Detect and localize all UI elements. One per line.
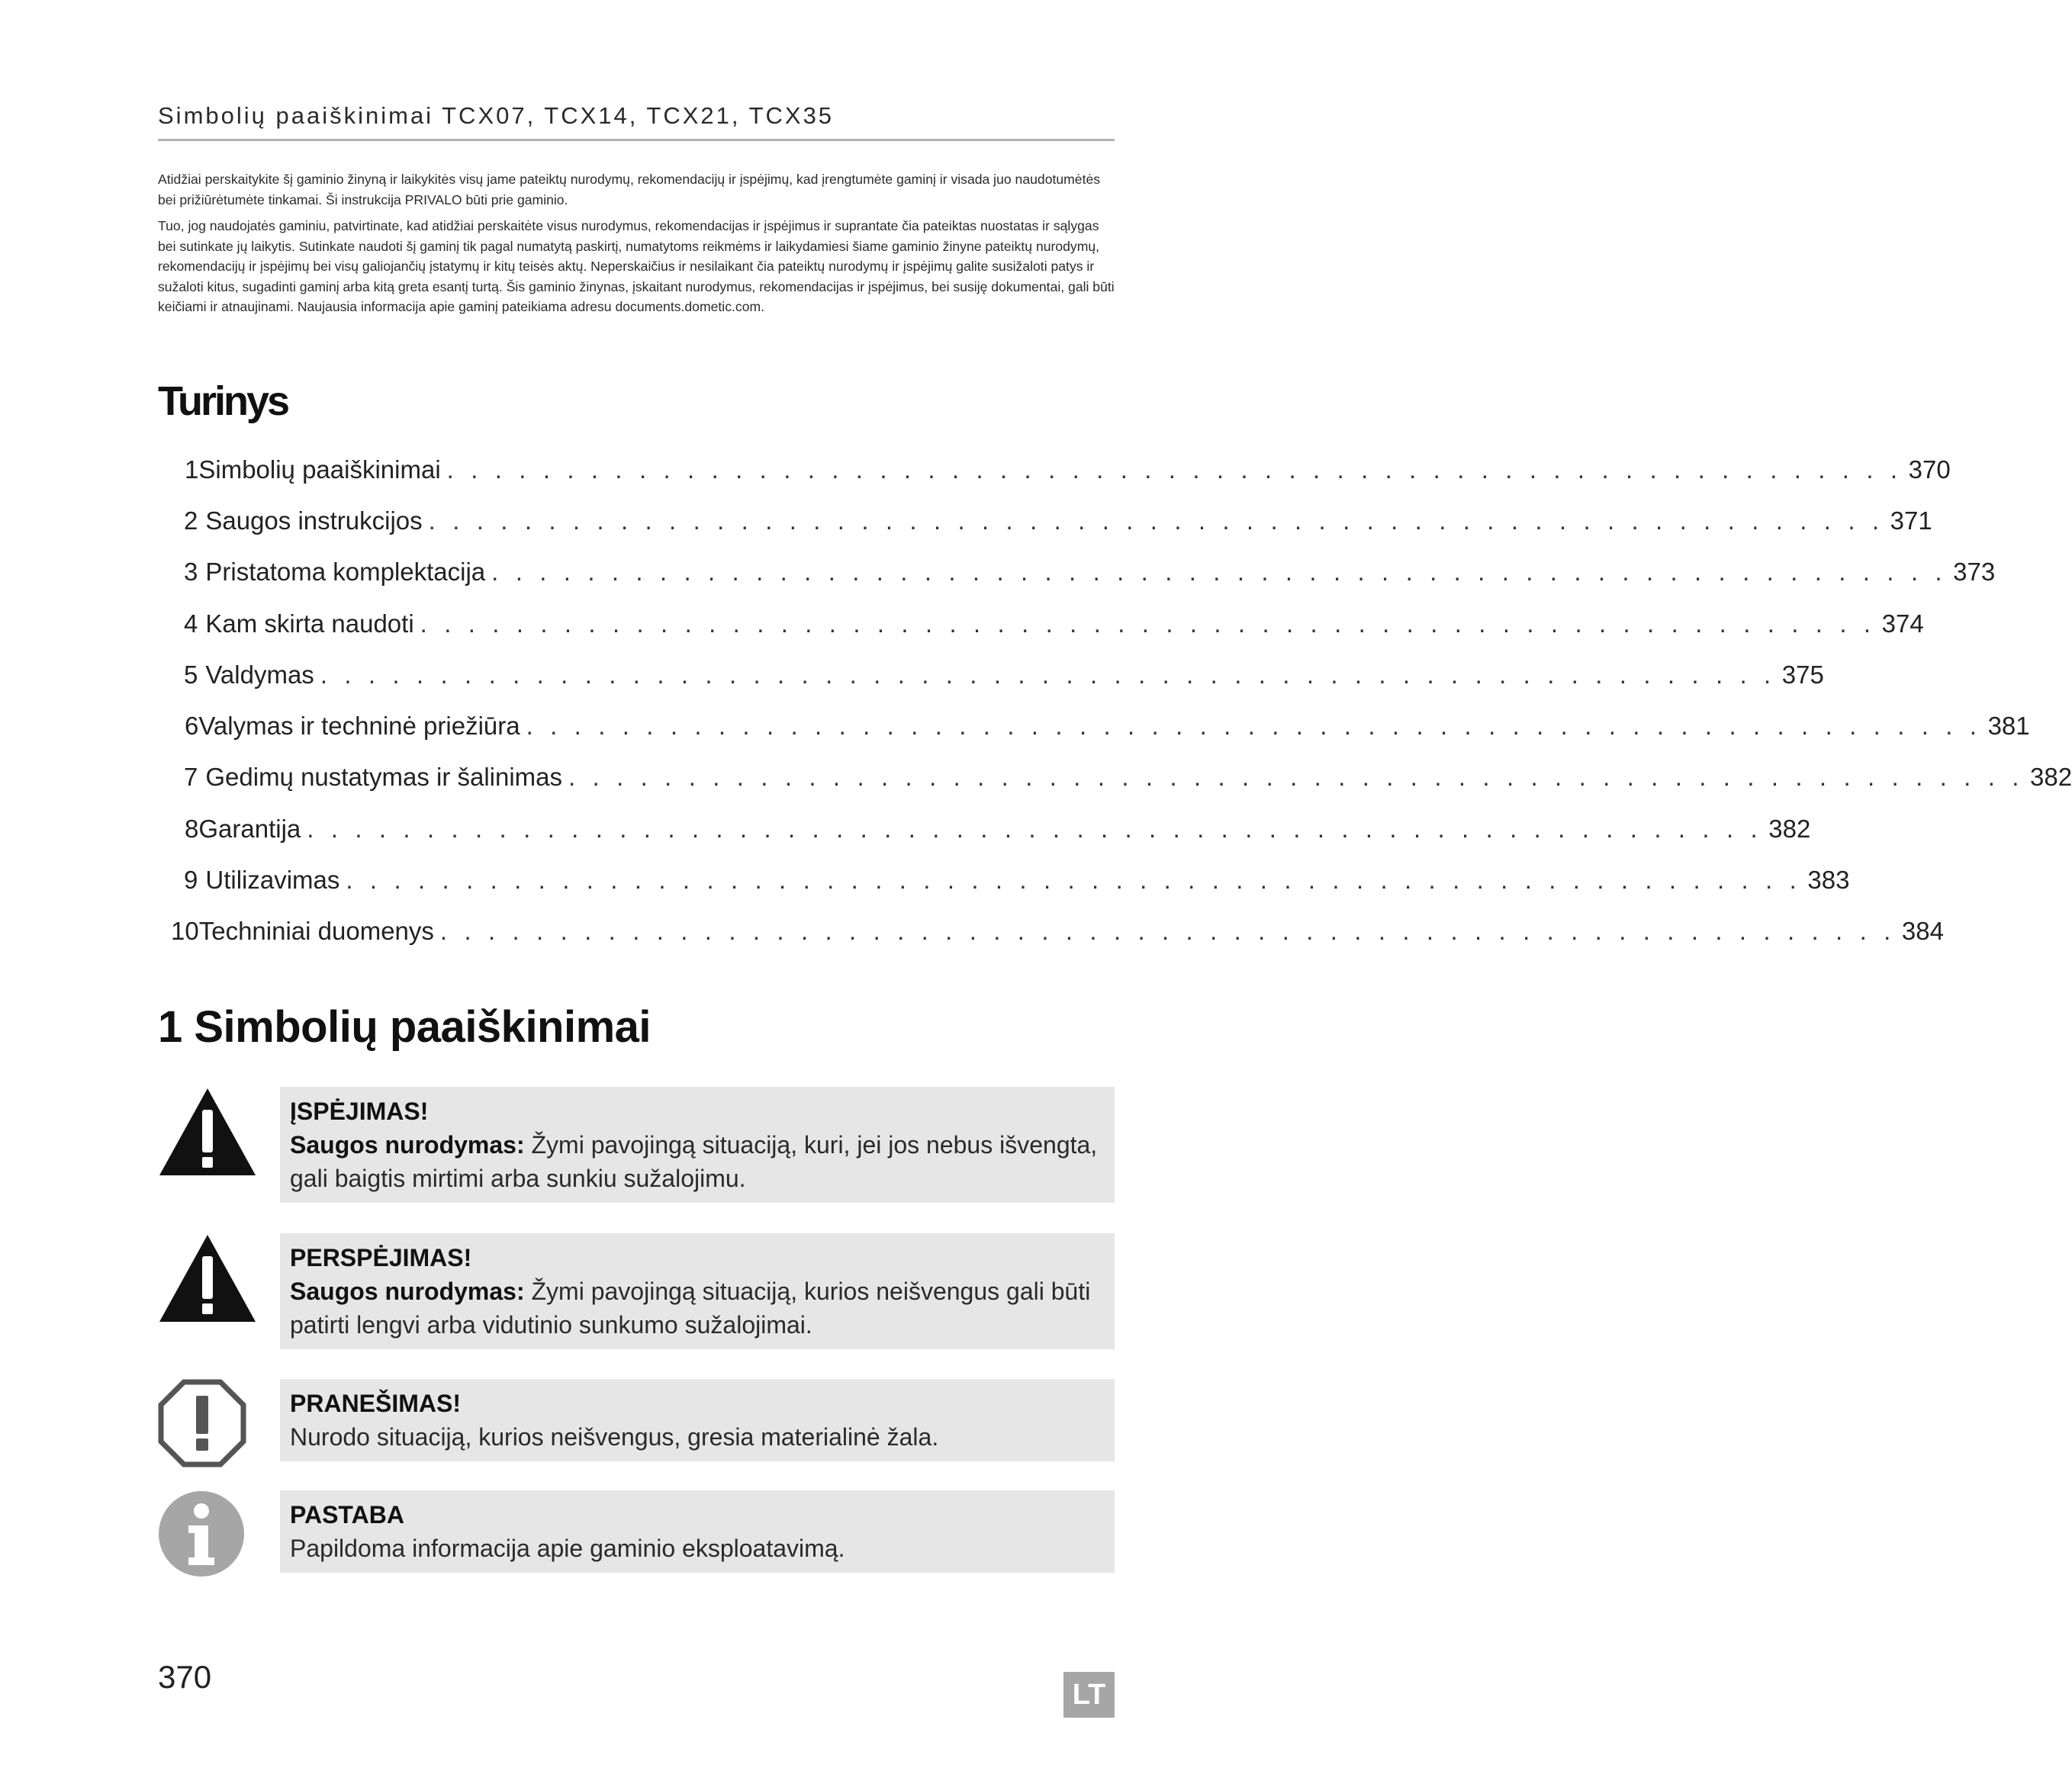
warning-notice: [158, 1087, 1115, 1209]
caution-triangle-icon: [158, 1233, 257, 1332]
note-box: [280, 1490, 1115, 1573]
warning-label: ĮSPĖJIMAS!: [290, 1098, 429, 1125]
notice-octagon-icon: [158, 1379, 246, 1467]
section-title: 1 Simbolių paaiškinimai: [158, 1002, 652, 1052]
toc-leader-dots: . . . . . . . . . . . . . . . . . . . . . . . . . . . . . . . . . . . . . . . . . . . . . . . . . . . . . . . . . . . . .: [420, 609, 1876, 638]
note-text: Papildoma informacija apie gaminio eksploatavimą.: [290, 1535, 845, 1562]
toc-entry[interactable]: [158, 547, 1996, 598]
notice-label: PRANEŠIMAS!: [290, 1390, 462, 1417]
note-label: PASTABA: [290, 1501, 404, 1528]
toc-leader-dots: . . . . . . . . . . . . . . . . . . . . . . . . . . . . . . . . . . . . . . . . . . . . . . . . . . . . . . . . . . . . .: [568, 763, 2024, 792]
caution-text: Žymi pavojingą situaciją, kurios neišvengus gali būti patirti lengvi arba vidutinio sunkumo sužalojimai.: [290, 1278, 1091, 1339]
notice-text: Nurodo situaciją, kurios neišvengus, gresia materialinė žala.: [290, 1423, 939, 1451]
warning-text: Žymi pavojingą situaciją, kuri, jei jos nebus išvengta, gali baigtis mirtimi arba sunkiu sužalojimu.: [290, 1131, 1098, 1192]
intro-paragraph-2: Tuo, jog naudojatės gaminiu, patvirtinate, kad atidžiai perskaitėte visus nurodymus, rekomendacijas ir įspėjimus ir suprantate čia pateiktas nuostatas ir sąlygas bei sutinkate jų laikytis. Sutinkate naudoti šį gaminį tik pagal numatytą paskirtį, numatytoms reikmėms ir laikydamiesi šiame gaminio žinyne pateiktų nurodymų, rekomendacijų ir įspėjimų bei visų galiojančių įstatymų ir kitų teisės aktų. Neperskaičius ir nesilaikant čia pateiktų nurodymų ir įspėjimų galite susižaloti patys ir sužaloti kitus, sugadinti gaminį arba kitą greta esantį turtą. Šis gaminio žinynas, įskaitant nurodymus, rekomendacijas ir įspėjimus, bei susiję dokumentai, gali būti keičiami ir atnaujinami. Naujausia informacija apie gaminį pateikiama adresu documents.dometic.com.: [158, 218, 1115, 314]
toc-entry-page: 370: [1908, 455, 1951, 484]
toc-title: Turinys: [158, 378, 288, 424]
toc-entry-number: 2: [184, 506, 198, 535]
toc-entry[interactable]: [158, 700, 2030, 751]
toc-entry-number: 3: [184, 558, 198, 587]
toc-entry-text: Simbolių paaiškinimai: [198, 455, 441, 484]
toc-entry-text: Garantija: [198, 814, 301, 843]
toc-entry-page: 384: [1901, 917, 1944, 946]
toc-entry-number: 6: [185, 712, 199, 741]
running-header: Simbolių paaiškinimai TCX07, TCX14, TCX21, TCX35: [158, 102, 835, 129]
table-of-contents: [158, 444, 2072, 957]
toc-entry-number: 4: [184, 609, 198, 638]
intro-paragraph-1: Atidžiai perskaitykite šį gaminio žinyną ir laikykitės visų jame pateiktų nurodymų, rekomendacijų ir įspėjimų, kad įrengtumėte gaminį ir visada juo naudotumėtės bei prižiūrėtumėte tinkamai. Ši instrukcija PRIVALO būti prie gaminio.: [158, 172, 1101, 207]
notice-notice: [158, 1379, 1115, 1471]
warning-triangle-icon: [158, 1087, 257, 1186]
toc-entry-number: 9: [184, 866, 198, 895]
toc-entry-text: Valymas ir techninė priežiūra: [198, 712, 520, 741]
toc-entry-number: 7: [184, 763, 198, 792]
toc-entry-page: 382: [2030, 763, 2072, 792]
header-divider: [158, 139, 1115, 141]
info-circle-icon: [158, 1490, 245, 1577]
toc-leader-dots: . . . . . . . . . . . . . . . . . . . . . . . . . . . . . . . . . . . . . . . . . . . . . . . . . . . . . . . . . . . . .: [320, 660, 1776, 689]
note-notice: [158, 1490, 1115, 1582]
toc-leader-dots: . . . . . . . . . . . . . . . . . . . . . . . . . . . . . . . . . . . . . . . . . . . . . . . . . . . . . . . . . . . . .: [526, 712, 1982, 741]
toc-entry[interactable]: [158, 495, 1932, 546]
toc-entry-page: 373: [1953, 558, 1996, 587]
toc-entry[interactable]: [158, 649, 1824, 700]
toc-entry-text: Utilizavimas: [205, 866, 340, 895]
intro-text: [158, 169, 1115, 323]
toc-entry-number: 5: [184, 660, 198, 689]
caution-label: PERSPĖJIMAS!: [290, 1244, 472, 1271]
toc-entry-page: 383: [1807, 866, 1850, 895]
toc-entry[interactable]: [158, 803, 1811, 854]
language-badge: LT: [1063, 1672, 1115, 1718]
toc-entry[interactable]: [158, 752, 2072, 803]
toc-entry-text: Techniniai duomenys: [198, 917, 434, 946]
caution-lead: Saugos nurodymas:: [290, 1278, 525, 1305]
toc-entry-text: Pristatoma komplektacija: [205, 558, 486, 587]
toc-leader-dots: . . . . . . . . . . . . . . . . . . . . . . . . . . . . . . . . . . . . . . . . . . . . . . . . . . . . . . . . . . . . .: [307, 814, 1763, 843]
toc-entry[interactable]: [158, 906, 1944, 957]
notice-box: [280, 1379, 1115, 1461]
toc-entry-number: 8: [185, 814, 199, 843]
toc-entry-page: 375: [1781, 660, 1824, 689]
toc-entry-text: Gedimų nustatymas ir šalinimas: [205, 763, 563, 792]
toc-entry-number: 1: [185, 455, 199, 484]
caution-box: [280, 1233, 1115, 1349]
toc-entry-text: Kam skirta naudoti: [205, 609, 414, 638]
toc-entry-text: Saugos instrukcijos: [205, 506, 423, 535]
toc-entry-text: Valdymas: [205, 660, 314, 689]
toc-leader-dots: . . . . . . . . . . . . . . . . . . . . . . . . . . . . . . . . . . . . . . . . . . . . . . . . . . . . . . . . . . . . .: [346, 866, 1802, 895]
toc-leader-dots: . . . . . . . . . . . . . . . . . . . . . . . . . . . . . . . . . . . . . . . . . . . . . . . . . . . . . . . . . . . . .: [446, 455, 1903, 484]
toc-leader-dots: . . . . . . . . . . . . . . . . . . . . . . . . . . . . . . . . . . . . . . . . . . . . . . . . . . . . . . . . . . . . .: [439, 917, 1896, 946]
toc-entry[interactable]: [158, 598, 1924, 649]
toc-leader-dots: . . . . . . . . . . . . . . . . . . . . . . . . . . . . . . . . . . . . . . . . . . . . . . . . . . . . . . . . . . . . .: [491, 558, 1948, 587]
toc-entry-page: 381: [1987, 712, 2030, 741]
toc-leader-dots: . . . . . . . . . . . . . . . . . . . . . . . . . . . . . . . . . . . . . . . . . . . . . . . . . . . . . . . . . . . . .: [428, 506, 1884, 535]
toc-entry-number: 10: [171, 917, 199, 946]
toc-entry-page: 382: [1768, 814, 1811, 843]
warning-box: [280, 1087, 1115, 1203]
toc-entry[interactable]: [158, 854, 1850, 905]
toc-entry-page: 374: [1881, 609, 1924, 638]
warning-lead: Saugos nurodymas:: [290, 1131, 525, 1159]
caution-notice: [158, 1233, 1115, 1355]
page-number: 370: [158, 1659, 212, 1695]
toc-entry[interactable]: [158, 444, 1951, 495]
toc-entry-page: 371: [1890, 506, 1932, 535]
